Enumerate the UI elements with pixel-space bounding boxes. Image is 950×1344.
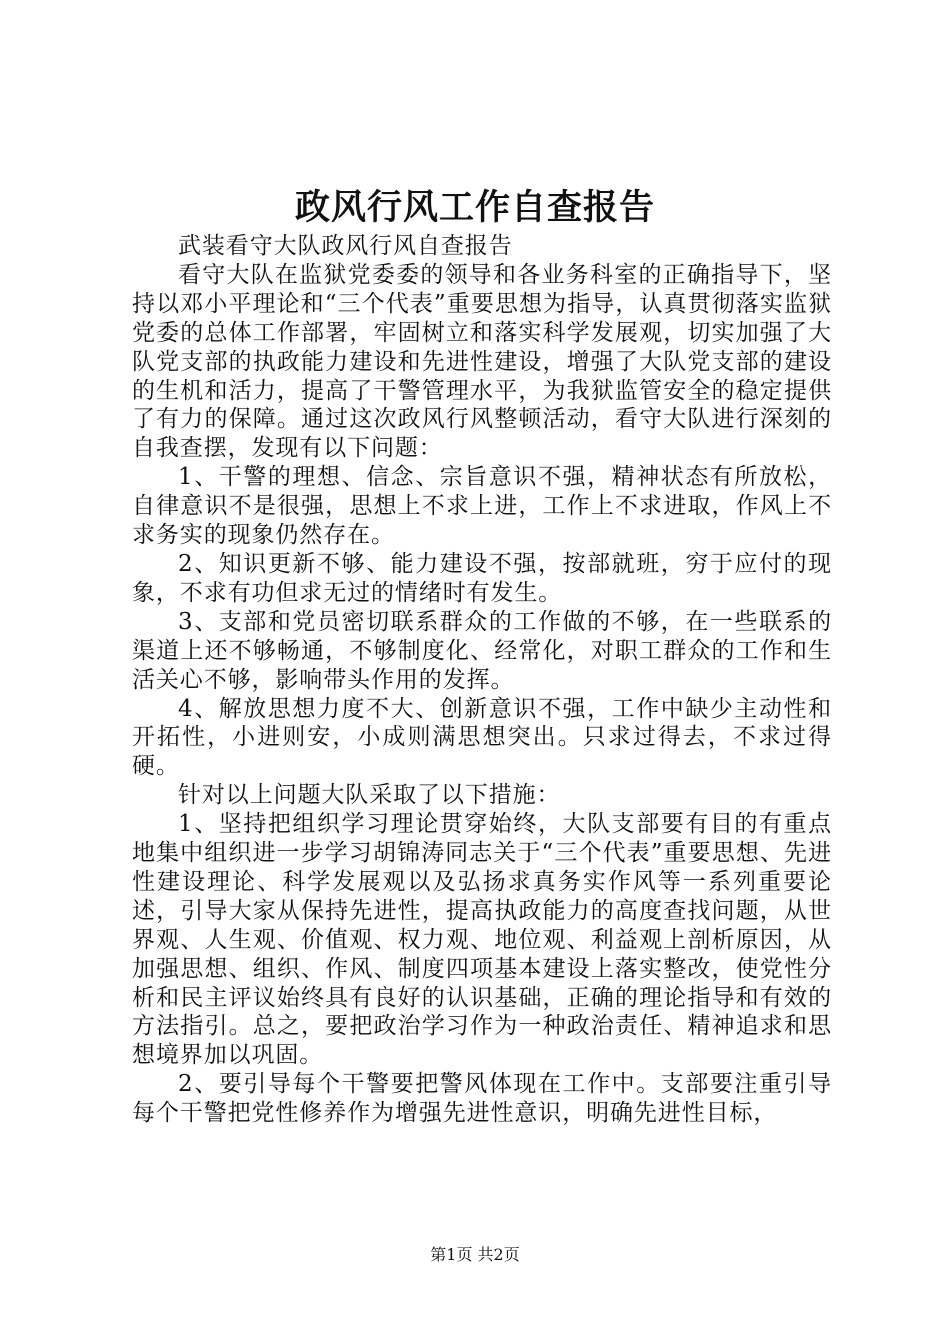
document-body <box>132 232 832 1128</box>
paragraph: 4、解放思想力度不大、创新意识不强，工作中缺少主动性和开拓性，小进则安，小成则满思想突出。只求过得去，不求过得硬。 <box>132 695 832 780</box>
page-footer: 第1页 共2页 <box>430 1245 520 1264</box>
paragraph: 2、知识更新不够、能力建设不强，按部就班，穷于应付的现象，不求有功但求无过的情绪时有发生。 <box>132 550 832 606</box>
document-title: 政风行风工作自查报告 <box>294 187 655 228</box>
document-subtitle: 武装看守大队政风行风自查报告 <box>178 233 513 259</box>
paragraph: 1、坚持把组织学习理论贯穿始终，大队支部要有目的有重点地集中组织进一步学习胡锦涛同志关于“三个代表”重要思想、先进性建设理论、科学发展观以及弘扬求真务实作风等一系列重要论述，引导大家从保持先进性，提高执政能力的高度查找问题，从世界观、人生观、价值观、权力观、地位观、利益观上剖析原因，从加强思想、组织、作风、制度四项基本建设上落实整改，使党性分析和民主评议始终具有良好的认识基础，正确的理论指导和有效的方法指引。总之，要把政治学习作为一种政治责任、精神追求和思想境界加以巩固。 <box>132 811 832 1069</box>
paragraph: 2、要引导每个干警要把警风体现在工作中。支部要注重引导每个干警把党性修养作为增强先进性意识，明确先进性目标， <box>132 1071 832 1127</box>
paragraph: 3、支部和党员密切联系群众的工作做的不够，在一些联系的渠道上还不够畅通，不够制度化、经常化，对职工群众的工作和生活关心不够，影响带头作用的发挥。 <box>132 608 832 693</box>
paragraph: 针对以上问题大队采取了以下措施： <box>178 782 561 809</box>
paragraph: 1、干警的理想、信念、宗旨意识不强，精神状态有所放松，自律意识不是很强，思想上不求上进，工作上不求进取，作风上不求务实的现象仍然存在。 <box>132 464 832 549</box>
paragraph: 看守大队在监狱党委委的领导和各业务科室的正确指导下，坚持以邓小平理论和“三个代表”重要思想为指导，认真贯彻落实监狱党委的总体工作部署，牢固树立和落实科学发展观，切实加强了大队党支部的执政能力建设和先进性建设，增强了大队党支部的建设的生机和活力，提高了干警管理水平，为我狱监管安全的稳定提供了有力的保障。通过这次政风行风整顿活动，看守大队进行深刻的自我查摆，发现有以下问题： <box>132 261 832 462</box>
